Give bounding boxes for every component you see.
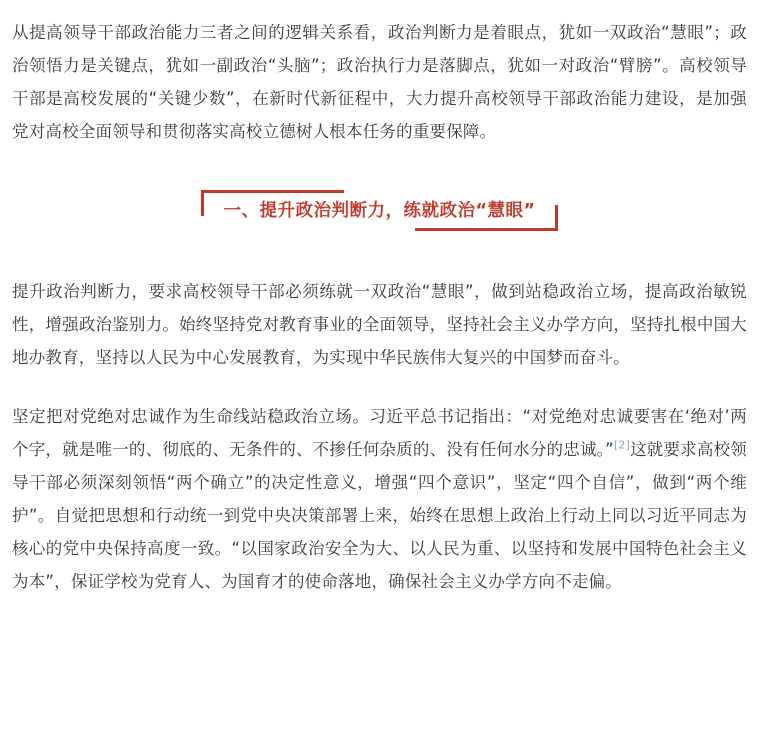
paragraph-final (12, 400, 747, 598)
section-heading-text: 一、提升政治判断力，练就政治“慧眼” (223, 201, 536, 221)
heading-rule-bottom (415, 228, 557, 231)
heading-rule-top (201, 190, 343, 193)
paragraph-intro: 从提高领导干部政治能力三者之间的逻辑关系看，政治判断力是着眼点，犹如一双政治“慧眼”；政治领悟力是关键点，犹如一副政治“头脑”；政治执行力是落脚点，犹如一对政治“臂膀”。高校领导干部是高校发展的“关键少数”，在新时代新征程中，大力提升高校领导干部政治能力建设，是加强党对高校全面领导和贯彻落实高校立德树人根本任务的重要保障。 (12, 23, 747, 141)
final-paragraph-part2: 这就要求高校领导干部必须深刻领悟“两个确立”的决定性意义，增强“四个意识”，坚定“四个自信”，做到“两个维护”。自觉把思想和行动统一到党中央决策部署上来，始终在思想上政治上行动上同以习近平同志为核心的党中央保持高度一致。“以国家政治安全为大、以人民为重、以坚持和发展中国特色社会主义为本”，保证学校为党育人、为国育才的使命落地，确保社会主义办学方向不走偏。 (12, 440, 747, 591)
section-heading-container (12, 190, 747, 231)
footnote-reference[interactable]: [2] (613, 438, 631, 452)
final-paragraph-part1: 坚定把对党绝对忠诚作为生命线站稳政治立场。习近平总书记指出：“对党绝对忠诚要害在‘绝对’两个字，就是唯一的、彻底的、无条件的、不掺任何杂质的、没有任何水分的忠诚。” (12, 407, 747, 459)
section-heading-box (201, 190, 557, 231)
paragraph-section-body-1: 提升政治判断力，要求高校领导干部必须练就一双政治“慧眼”，做到站稳政治立场，提高政治敏锐性，增强政治鉴别力。始终坚持党对教育事业的全面领导，坚持社会主义办学方向，坚持扎根中国大地办教育，坚持以人民为中心发展教育，为实现中华民族伟大复兴的中国梦而奋斗。 (12, 282, 747, 367)
